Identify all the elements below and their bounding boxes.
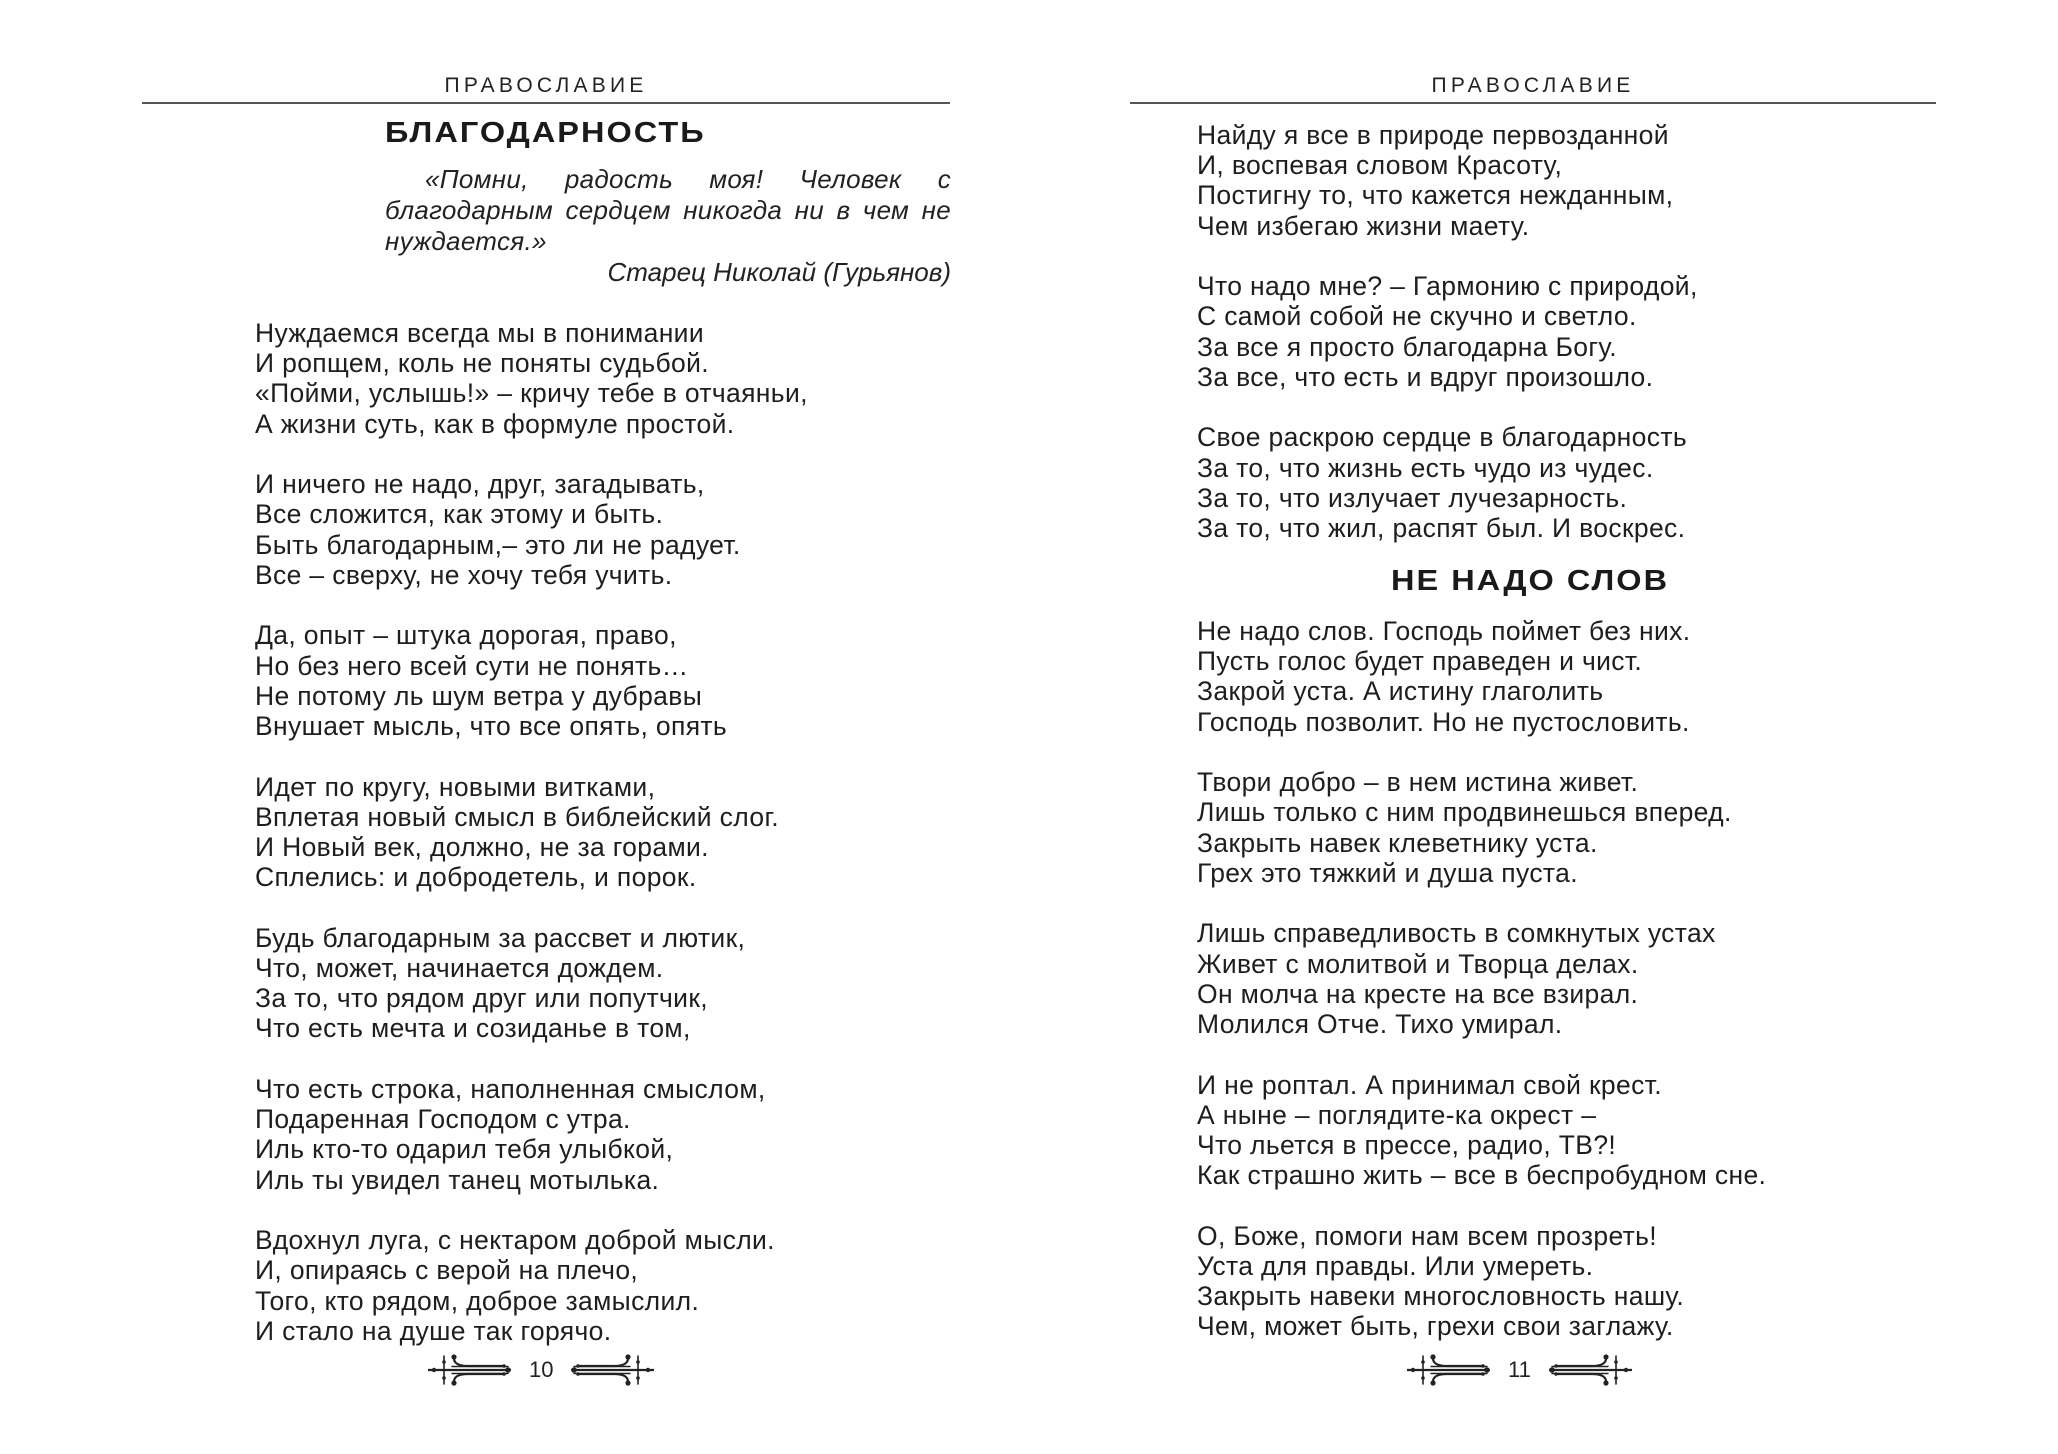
scroll-ornament-left-icon <box>1407 1353 1491 1387</box>
verse-line: Пусть голос будет праведен и чист. <box>1197 646 1643 677</box>
verse-line: Все сложится, как этому и быть. <box>255 499 664 530</box>
verse-line: Закрой уста. А истину глаголить <box>1197 676 1604 707</box>
scroll-ornament-left-icon <box>428 1353 512 1387</box>
verse-line: За все, что есть и вдруг произошло. <box>1197 361 1654 392</box>
verse-line: Что льется в прессе, радио, ТВ?! <box>1197 1130 1617 1161</box>
verse-line: Все – сверху, не хочу тебя учить. <box>255 559 673 590</box>
verse-line: И стало на душе так горячо. <box>255 1315 612 1346</box>
verse-line: Молился Отче. Тихо умирал. <box>1197 1009 1563 1040</box>
verse-line: За то, что жизнь есть чудо из чудес. <box>1197 452 1654 483</box>
verse-line: И ничего не надо, друг, загадывать, <box>255 469 705 500</box>
poem-body <box>1197 616 1766 1342</box>
verse-line: Того, кто рядом, доброе замыслил. <box>255 1285 700 1316</box>
verse-line: Лишь только с ним продвинешься вперед. <box>1197 797 1732 828</box>
verse-line: Что, может, начинается дождем. <box>255 953 664 984</box>
verse-line: И, опираясь с верой на плечо, <box>255 1255 639 1286</box>
verse-line: Что надо мне? – Гармонию с природой, <box>1197 271 1698 302</box>
verse-line: Уста для правды. Или умереть. <box>1197 1251 1594 1282</box>
poem-title: НЕ НАДО СЛОВ <box>1391 565 1670 597</box>
stanza <box>1197 616 1766 737</box>
scroll-ornament-right-icon <box>570 1353 654 1387</box>
verse-line: Грех это тяжкий и душа пуста. <box>1197 857 1578 888</box>
scroll-ornament-right-icon <box>1548 1353 1632 1387</box>
header-rule <box>142 102 950 104</box>
verse-line: «Пойми, услышь!» – кричу тебе в отчаяньи, <box>255 378 808 409</box>
verse-line: Нуждаемся всегда мы в понимании <box>255 318 704 348</box>
verse-line: И ропщем, коль не поняты судьбой. <box>255 348 709 379</box>
verse-line: Иль кто-то одарил тебя улыбкой, <box>255 1134 674 1165</box>
stanza <box>1197 1070 1766 1191</box>
verse-line: За то, что излучает лучезарность. <box>1197 482 1628 513</box>
verse-line: Вдохнул луга, с нектаром доброй мысли. <box>255 1225 775 1256</box>
verse-line: Закрыть навек клеветнику уста. <box>1197 827 1598 858</box>
epigraph <box>385 164 951 288</box>
stanza <box>255 772 808 893</box>
verse-line: Иль ты увидел танец мотылька. <box>255 1164 660 1195</box>
verse-line: Подаренная Господом с утра. <box>255 1104 631 1135</box>
stanza <box>1197 120 1698 241</box>
poem-title: БЛАГОДАРНОСТЬ <box>385 117 706 149</box>
verse-line: Постигну то, что кажется нежданным, <box>1197 180 1674 211</box>
verse-line: Быть благодарным,– это ли не радует. <box>255 529 741 560</box>
running-head: ПРАВОСЛАВИЕ <box>1431 74 1635 97</box>
verse-line: Что есть мечта и созиданье в том, <box>255 1013 691 1044</box>
epigraph-author: Старец Николай (Гурьянов) <box>607 257 951 287</box>
verse-line: Найду я все в природе первозданной <box>1197 120 1669 150</box>
stanza <box>255 620 808 741</box>
stanza <box>255 923 808 1044</box>
verse-line: За все я просто благодарна Богу. <box>1197 331 1618 362</box>
verse-line: Внушает мысль, что все опять, опять <box>255 711 728 742</box>
verse-line: Сплелись: и добродетель, и порок. <box>255 862 697 893</box>
verse-line: Идет по кругу, новыми витками, <box>255 771 656 802</box>
verse-line: Свое раскрою сердце в благодарность <box>1197 422 1687 453</box>
page-footer <box>428 1353 654 1387</box>
verse-line: Господь позволит. Но не пустословить. <box>1197 706 1690 737</box>
verse-line: Как страшно жить – все в беспробудном сне. <box>1197 1160 1767 1191</box>
verse-line: Живет с молитвой и Творца делах. <box>1197 948 1639 979</box>
verse-line: Не потому ль шум ветра у дубравы <box>255 680 703 711</box>
verse-line: Вплетая новый смысл в библейский слог. <box>255 801 779 832</box>
verse-line: О, Боже, помоги нам всем прозреть! <box>1197 1220 1658 1251</box>
page-footer <box>1407 1353 1632 1387</box>
stanza <box>1197 271 1698 392</box>
stanza <box>255 1074 808 1195</box>
left-page <box>142 0 950 1454</box>
verse-line: Чем, может быть, грехи свои заглажу. <box>1197 1311 1674 1342</box>
verse-line: Твори добро – в нем истина живет. <box>1197 767 1639 798</box>
running-head: ПРАВОСЛАВИЕ <box>444 74 648 97</box>
page-number: 10 <box>529 1357 554 1382</box>
verse-line: За то, что жил, распят был. И воскрес. <box>1197 513 1686 544</box>
verse-line: Закрыть навеки многословность нашу. <box>1197 1281 1685 1312</box>
verse-line: Лишь справедливость в сомкнутых устах <box>1197 918 1716 949</box>
stanza <box>1197 767 1766 888</box>
stanza <box>255 469 808 590</box>
right-page <box>1130 0 1936 1454</box>
page-number: 11 <box>1508 1357 1531 1382</box>
stanza <box>1197 422 1698 543</box>
verse-line: Да, опыт – штука дорогая, право, <box>255 620 677 651</box>
verse-line: И, воспевая словом Красоту, <box>1197 150 1563 181</box>
verse-line: И не роптал. А принимал свой крест. <box>1197 1069 1662 1100</box>
verse-line: За то, что рядом друг или попутчик, <box>255 983 708 1014</box>
verse-line: Что есть строка, наполненная смыслом, <box>255 1074 766 1105</box>
stanza <box>1197 918 1766 1039</box>
stanza <box>255 318 808 439</box>
poem-body <box>255 318 808 1346</box>
verse-line: Чем избегаю жизни маету. <box>1197 210 1530 241</box>
stanza <box>1197 1221 1766 1342</box>
poem-continuation <box>1197 120 1698 543</box>
verse-line: С самой собой не скучно и светло. <box>1197 301 1637 332</box>
verse-line: И Новый век, должно, не за горами. <box>255 832 709 863</box>
verse-line: Он молча на кресте на все взирал. <box>1197 978 1639 1009</box>
stanza <box>255 1225 808 1346</box>
verse-line: Но без него всей сути не понять… <box>255 650 689 681</box>
header-rule <box>1130 102 1936 104</box>
verse-line: Будь благодарным за рассвет и лютик, <box>255 922 746 953</box>
verse-line: А жизни суть, как в формуле простой. <box>255 408 735 439</box>
epigraph-quote: «Помни, радость моя! Человек с благодарным сердцем никогда ни в чем не нуждается.» <box>385 164 951 256</box>
verse-line: Не надо слов. Господь поймет без них. <box>1197 616 1691 646</box>
verse-line: А ныне – поглядите-ка окрест – <box>1197 1099 1597 1130</box>
